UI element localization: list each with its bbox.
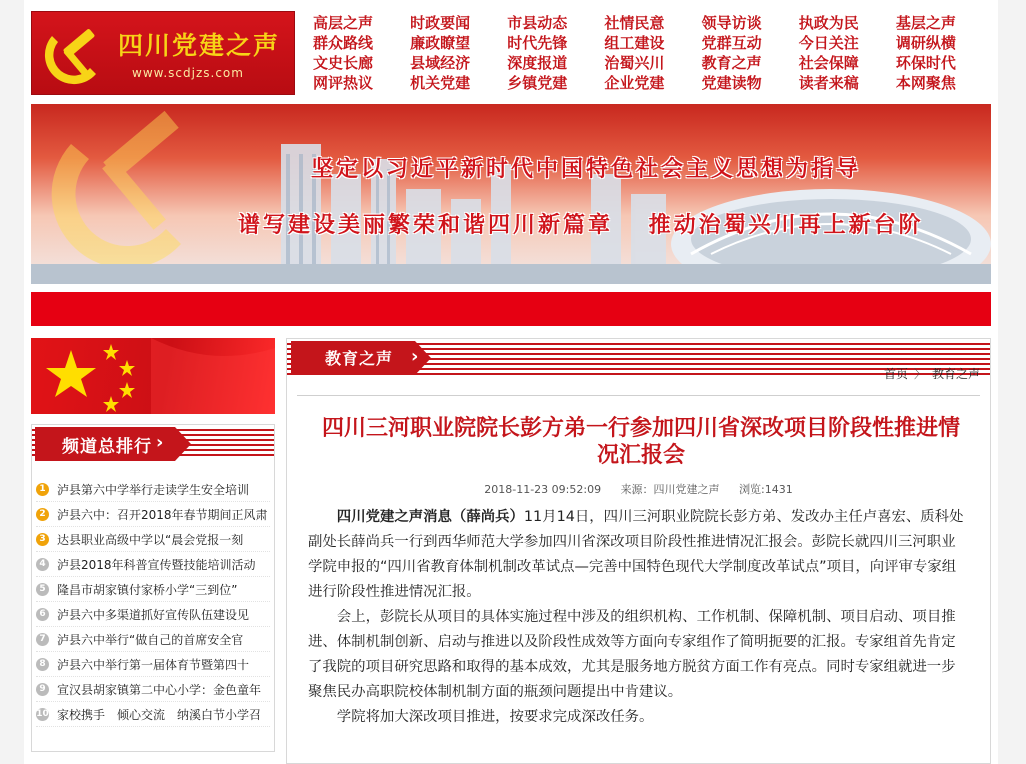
rank-number: 6	[36, 608, 49, 621]
nav-item[interactable]: 基层之声	[895, 14, 956, 32]
breadcrumb-separator: 〉	[913, 367, 926, 381]
nav-item[interactable]: 党群互动	[701, 34, 762, 52]
red-divider-bar	[31, 292, 991, 326]
rank-number: 2	[36, 508, 49, 521]
nav-item[interactable]: 廉政瞭望	[410, 34, 471, 52]
list-item[interactable]	[36, 502, 270, 527]
rank-number: 5	[36, 583, 49, 596]
article-paragraph: 会上，彭院长从项目的具体实施过程中涉及的组织机构、工作机制、保障机制、项目启动、项目推进、体制机制创新、启动与推进以及阶段性成效等方面向专家组作了简明扼要的汇报。专家组首先肯定了我院的项目研究思路和取得的基本成效，尤其是服务地方脱贫方面工作有亮点。同时专家组就进一步聚焦民办高职院校体制机制方面的瓶颈问题提出中肯建议。	[308, 609, 956, 700]
list-item[interactable]	[36, 677, 270, 702]
nav-item[interactable]: 社情民意	[604, 14, 665, 32]
nav-item[interactable]: 调研纵横	[895, 34, 956, 52]
national-flag-stars-icon	[31, 338, 275, 414]
section-title: 教育之声	[325, 349, 394, 368]
nav-item[interactable]: 教育之声	[701, 54, 762, 72]
ranking-title: 频道总排行	[62, 437, 152, 457]
rank-number: 9	[36, 683, 49, 696]
page	[24, 0, 998, 764]
article-source: 来源：四川党建之声	[620, 483, 720, 496]
hammer-sickle-icon	[38, 16, 114, 92]
ranking-list	[36, 477, 270, 727]
list-item[interactable]	[36, 477, 270, 502]
nav-item[interactable]: 市县动态	[507, 14, 568, 32]
list-item[interactable]	[36, 577, 270, 602]
article-panel	[286, 338, 991, 764]
nav-item[interactable]: 群众路线	[313, 34, 374, 52]
flag-image	[31, 338, 275, 414]
list-item[interactable]	[36, 552, 270, 577]
article-paragraph: 学院将加大深改项目推进，按要求完成深改任务。	[336, 709, 654, 725]
nav-item[interactable]: 高层之声	[313, 14, 374, 32]
ranking-link[interactable]: 家校携手 倾心交流 纳溪白节小学召	[57, 707, 262, 722]
nav-item[interactable]: 读者来稿	[798, 74, 859, 92]
nav-item[interactable]: 时政要闻	[410, 14, 471, 32]
list-item[interactable]	[36, 652, 270, 677]
nav-item[interactable]: 乡镇党建	[507, 74, 568, 92]
nav-item[interactable]: 时代先锋	[507, 34, 568, 52]
chevron-right-icon: ›	[411, 346, 419, 367]
article-body	[308, 505, 968, 730]
nav-item[interactable]: 党建读物	[701, 74, 762, 92]
rank-number: 3	[36, 533, 49, 546]
nav-item[interactable]: 机关党建	[410, 74, 471, 92]
chevron-right-icon: ›	[156, 432, 164, 453]
nav-item[interactable]: 环保时代	[895, 54, 956, 72]
ranking-link[interactable]: 泸县2018年科普宣传暨技能培训活动	[57, 557, 256, 572]
article-meta	[287, 481, 990, 497]
nav-item[interactable]: 县域经济	[410, 54, 471, 72]
list-item[interactable]	[36, 602, 270, 627]
ranking-link[interactable]: 隆昌市胡家镇付家桥小学“三到位”	[57, 582, 238, 597]
rank-number: 4	[36, 558, 49, 571]
ranking-link[interactable]: 泸县六中：召开2018年春节期间正风肃	[57, 507, 268, 522]
site-logo[interactable]	[31, 11, 295, 95]
list-item[interactable]	[36, 627, 270, 652]
ranking-link[interactable]: 泸县六中举行第一届体育节暨第四十	[57, 657, 250, 672]
article-lead: 四川党建之声消息（薛尚兵）	[336, 509, 524, 525]
nav-item[interactable]: 企业党建	[604, 74, 665, 92]
rank-number: 8	[36, 658, 49, 671]
list-item[interactable]	[36, 527, 270, 552]
ranking-link[interactable]: 泸县第六中学举行走读学生安全培训	[57, 482, 250, 497]
top-nav	[313, 14, 993, 92]
ranking-link[interactable]: 宣汉县胡家镇第二中心小学：金色童年	[57, 682, 262, 697]
ranking-link[interactable]: 泸县六中多渠道抓好宣传队伍建设见	[57, 607, 250, 622]
channel-ranking-panel	[31, 424, 275, 752]
article-paragraph: 四川党建之声消息（薛尚兵）11月14日，四川三河职业院院长彭方弟、发改办主任卢喜宏、质科处副处长薛尚兵一行到西华师范大学参加四川省深改项目阶段性推进情况汇报会。彭院长就四川三河职业学院申报的“四川省教育体制机制改革试点—完善中国特色现代大学制度改革试点”项目，向评审专家组进行阶段性推进情况汇报。	[308, 509, 964, 600]
article-views: 浏览:1431	[739, 483, 793, 496]
nav-item[interactable]: 社会保障	[798, 54, 859, 72]
logo-title: 四川党建之声	[118, 31, 281, 60]
ranking-header	[32, 425, 274, 467]
ranking-link[interactable]: 达县职业高级中学以“晨会党报一刻	[57, 532, 244, 547]
breadcrumb-home[interactable]: 首页	[883, 367, 908, 381]
article-title: 四川三河职业院院长彭方弟一行参加四川省深改项目阶段性推进情况汇报会	[321, 415, 960, 468]
rank-number: 1	[36, 483, 49, 496]
ranking-link[interactable]: 泸县六中举行“做自己的首席安全官	[57, 632, 244, 647]
banner-slogan-1: 坚定以习近平新时代中国特色社会主义思想为指导	[311, 156, 862, 182]
nav-item[interactable]: 深度报道	[507, 54, 568, 72]
rank-number: 10	[36, 708, 49, 719]
nav-item[interactable]: 治蜀兴川	[604, 54, 665, 72]
logo-url: www.scdjzs.com	[132, 66, 244, 80]
nav-item[interactable]: 文史长廊	[313, 54, 374, 72]
nav-item[interactable]: 组工建设	[604, 34, 665, 52]
nav-item[interactable]: 领导访谈	[701, 14, 762, 32]
nav-item[interactable]: 网评热议	[313, 74, 374, 92]
divider	[297, 395, 980, 396]
article-date: 2018-11-23 09:52:09	[484, 483, 602, 496]
banner-illustration	[31, 104, 991, 284]
rank-number: 7	[36, 633, 49, 646]
list-item[interactable]	[36, 702, 270, 727]
banner-slogan-2: 谱写建设美丽繁荣和谐四川新篇章 推动治蜀兴川再上新台阶	[238, 212, 924, 238]
breadcrumb	[884, 365, 980, 382]
banner	[31, 104, 991, 284]
nav-item[interactable]: 执政为民	[798, 14, 859, 32]
nav-item[interactable]: 本网聚焦	[895, 74, 956, 92]
breadcrumb-current[interactable]: 教育之声	[931, 367, 980, 381]
nav-item[interactable]: 今日关注	[798, 34, 859, 52]
